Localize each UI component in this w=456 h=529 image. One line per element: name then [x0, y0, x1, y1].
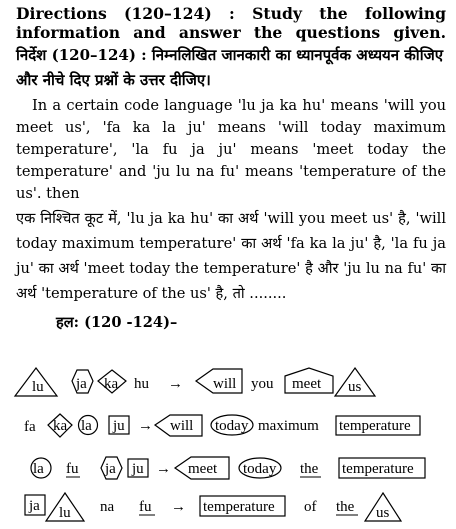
code-hu: hu [134, 376, 149, 392]
code-ka: ka [53, 418, 68, 434]
arrow: → [168, 376, 183, 392]
word-temperature: temperature [203, 499, 275, 515]
code-la: la [81, 418, 92, 434]
word-of: of [304, 499, 317, 515]
arrow: → [171, 499, 186, 515]
directions-english-line2: information and answer the questions given. [16, 23, 446, 42]
directions-english-line1: Directions (120–124) : Study the following [16, 4, 446, 23]
question-hindi: एक निश्चित कूट में, 'lu ja ka hu' का अर्थ 'will you meet us' है, 'will today maximum temperature' का अर्थ 'fa ka la ju' है, 'la fu ja ju' का अर्थ 'meet today the temperature' है और 'ju lu na fu' का अर्थ 'temperature of the us' है, तो ........ [16, 210, 446, 302]
word-us: us [348, 379, 362, 395]
solution-row-3 [0, 451, 456, 487]
arrow: → [138, 418, 153, 434]
code-la: la [33, 461, 44, 477]
word-will: will [213, 376, 237, 392]
code-ja: ja [29, 498, 40, 514]
content [16, 4, 446, 332]
word-will: will [170, 418, 194, 434]
word-meet: meet [188, 461, 218, 477]
word-meet: meet [292, 376, 322, 392]
question-english: In a certain code language 'lu ja ka hu' means 'will you meet us', 'fa ka la ju' means 'will today maximum temperature', 'la fu ja ju' means 'meet today the temperature' and 'ju lu na fu' means 'temperature of the us'. then [16, 97, 446, 202]
code-na: na [100, 499, 115, 515]
word-today: today [215, 418, 249, 434]
code-fu: fu [139, 499, 152, 515]
code-fa: fa [24, 419, 36, 435]
word-temperature: temperature [339, 418, 411, 434]
code-fu: fu [66, 461, 79, 477]
solution-row-2 [0, 409, 456, 445]
word-temperature: temperature [342, 461, 414, 477]
code-ju: ju [113, 418, 125, 434]
word-maximum: maximum [258, 418, 319, 434]
code-ka: ka [104, 376, 119, 392]
solution-label: हल: (120 -124)– [56, 314, 178, 331]
code-lu: lu [32, 379, 44, 395]
code-lu: lu [59, 505, 71, 521]
directions-hindi: निर्देश (120–124) : निम्नलिखित जानकारी का ध्यानपूर्वक अध्ययन कीजिए और नीचे दिए प्रश्नों के उत्तर दीजिए। [16, 46, 443, 89]
solution-row-4 [0, 491, 456, 527]
word-today: today [243, 461, 277, 477]
word-you: you [251, 376, 274, 392]
word-the: the [300, 461, 319, 477]
word-the: the [336, 499, 355, 515]
solution-row-1 [0, 364, 456, 400]
word-us: us [376, 505, 390, 521]
arrow: → [156, 461, 171, 477]
code-ja: ja [76, 376, 87, 392]
code-ja: ja [105, 461, 116, 477]
code-ju: ju [132, 461, 144, 477]
